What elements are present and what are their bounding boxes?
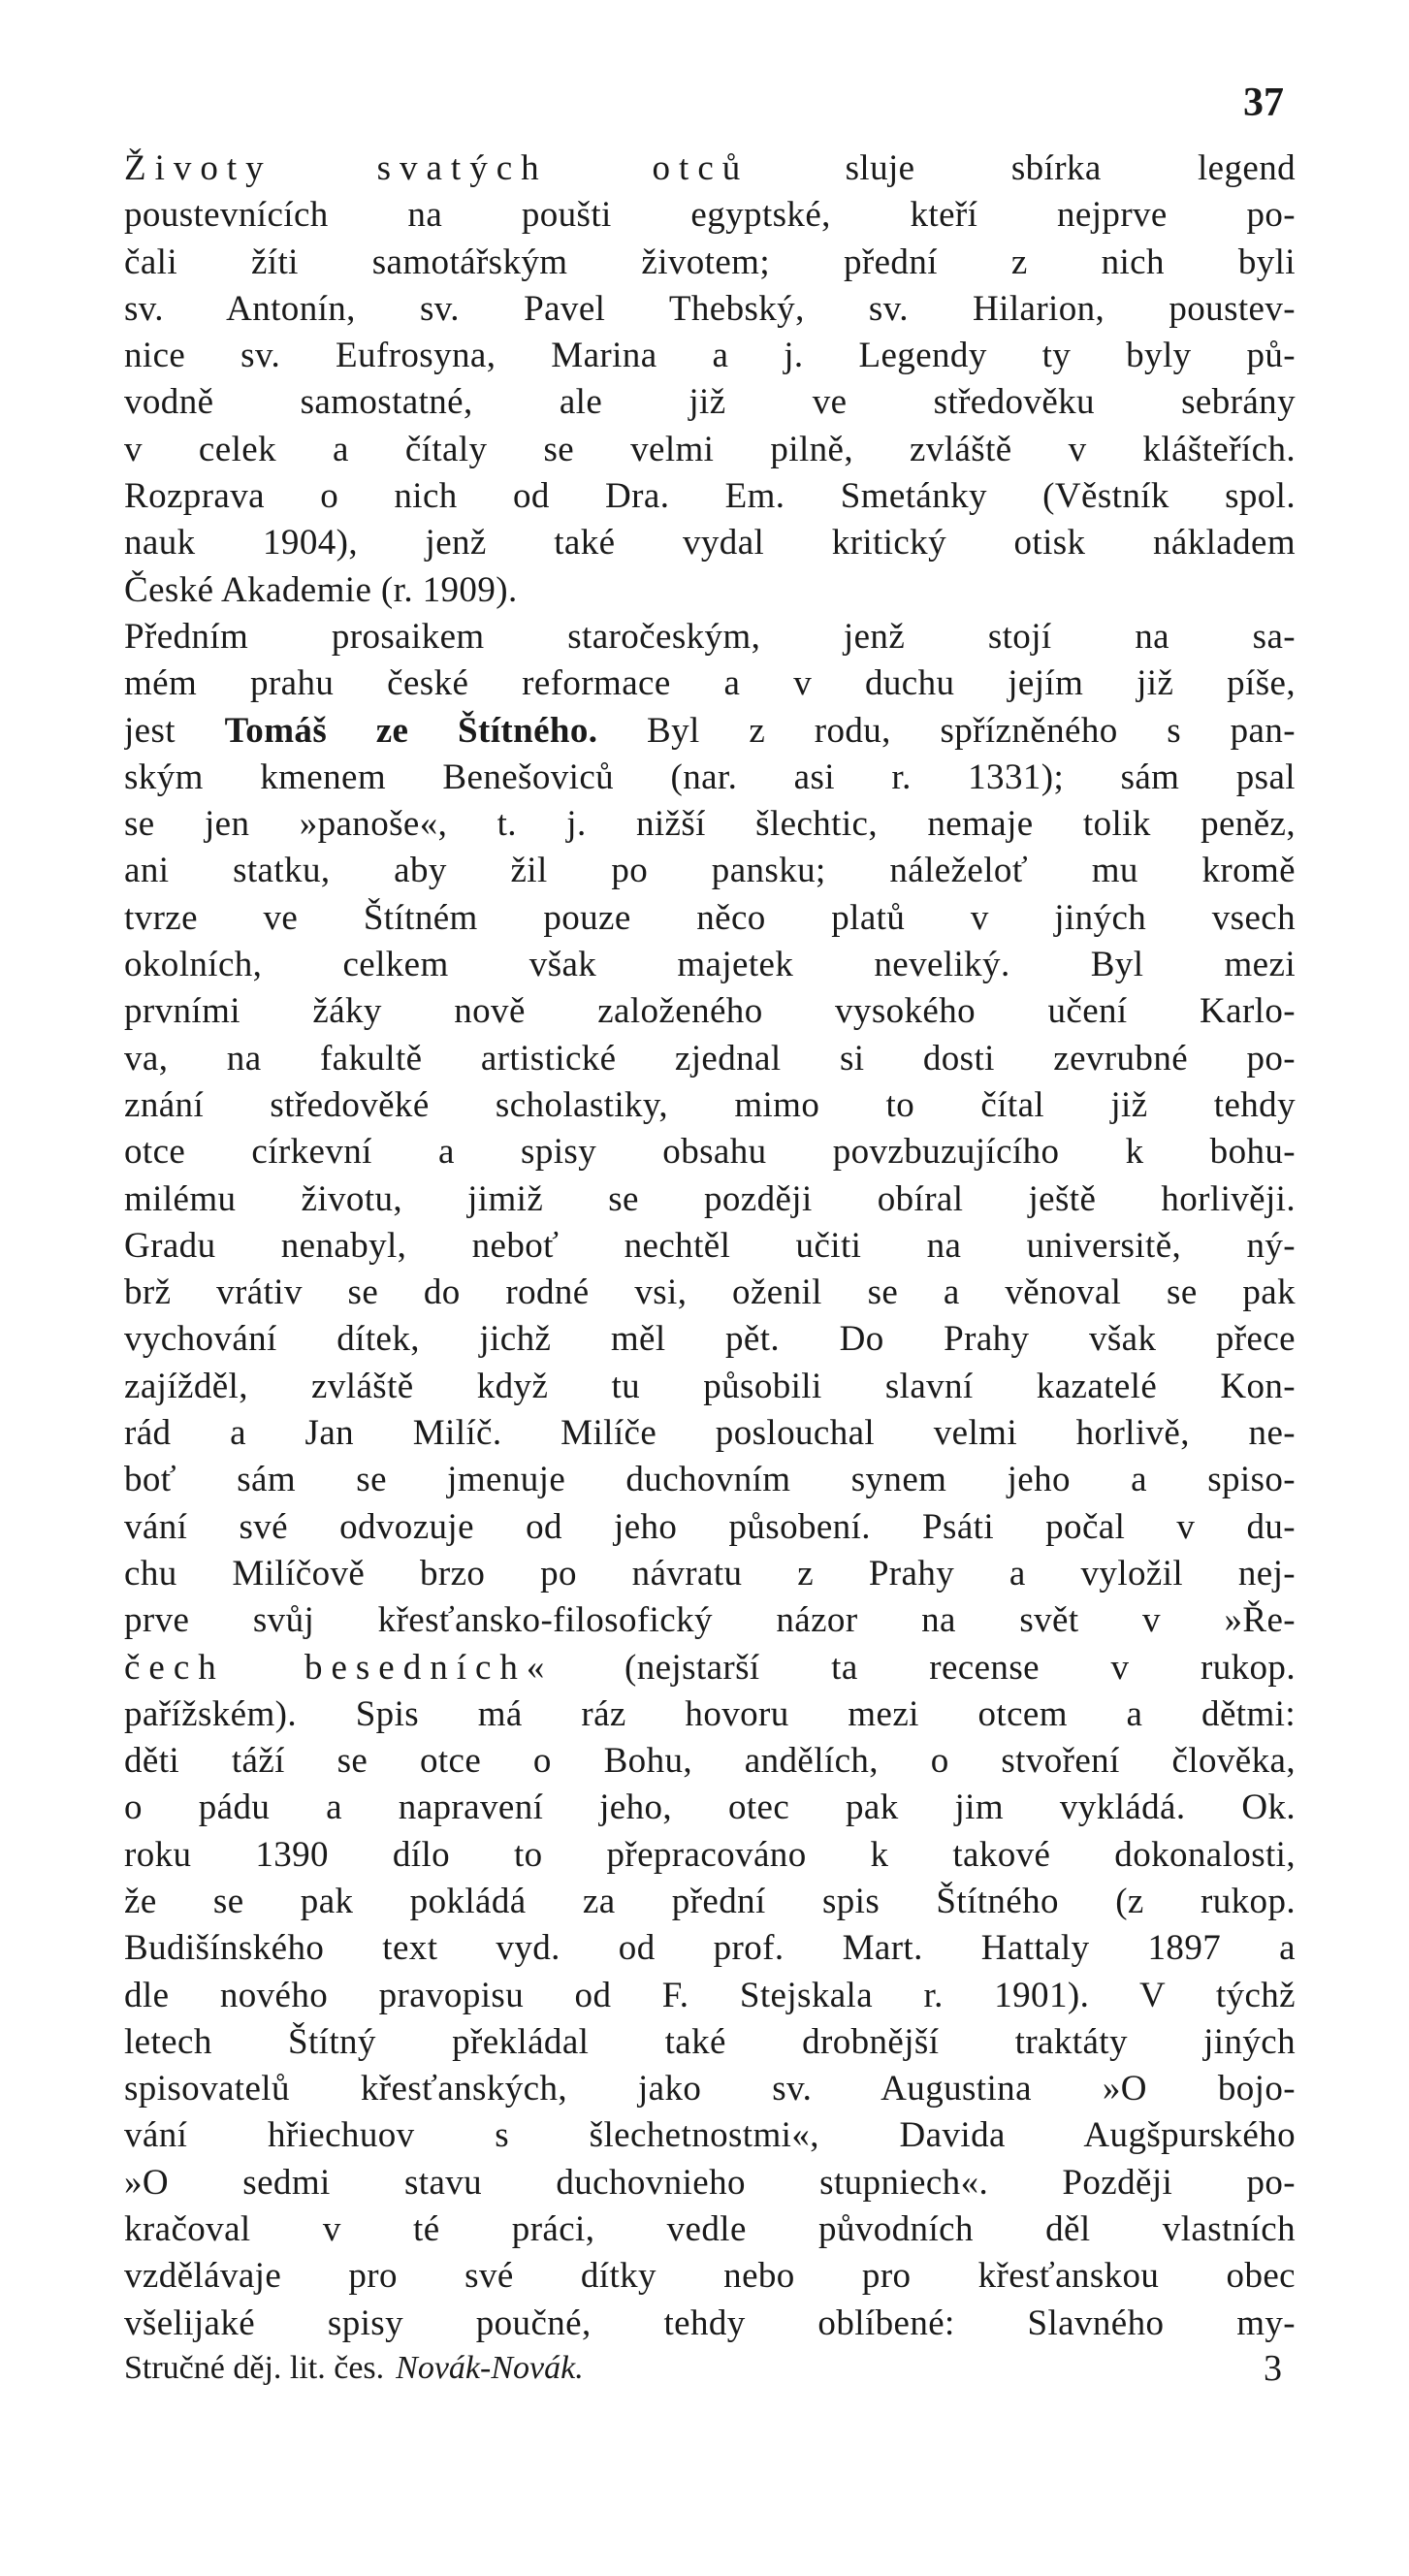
- text-line: Gradu nenabyl, neboť nechtěl učiti na universitě, ný-: [124, 1225, 1296, 1266]
- text-line: zajížděl, zvláště když tu působili slavní kazatelé Kon-: [124, 1366, 1296, 1406]
- text-line: mém prahu české reformace a v duchu jejím již píše,: [124, 663, 1296, 704]
- text-line: děti táží se otce o Bohu, andělích, o stvoření člověka,: [124, 1741, 1296, 1782]
- text-line: okolních, celkem však majetek neveliký. Byl mezi: [124, 945, 1296, 985]
- text-line: České Akademie (r. 1909).: [124, 569, 518, 610]
- spaced-title-phrase: Životy svatých otců: [124, 148, 750, 188]
- text-line: prve svůj křesťansko-filosofický názor na svět v »Ře-: [124, 1600, 1296, 1641]
- page-footer: [124, 2345, 1296, 2392]
- text-line: spisovatelů křesťanských, jako sv. Augustina »O bojo-: [124, 2069, 1296, 2109]
- text-line: znání středověké scholastiky, mimo to čítal již tehdy: [124, 1084, 1296, 1125]
- text-line: pařížském). Spis má ráz hovoru mezi otcem a dětmi:: [124, 1693, 1296, 1734]
- text-line: sv. Antonín, sv. Pavel Thebský, sv. Hilarion, poustev-: [124, 288, 1296, 329]
- text-line: prvními žáky nově založeného vysokého učení Karlo-: [124, 991, 1296, 1032]
- text-line: vání hřiechuov s šlechetnostmi«, Davida Augšpurského: [124, 2115, 1296, 2156]
- text-line: poustevnících na poušti egyptské, kteří nejprve po-: [124, 195, 1296, 236]
- footer-authors: Novák-Novák.: [396, 2350, 584, 2386]
- text-line: nauk 1904), jenž také vydal kritický otisk nákladem: [124, 523, 1296, 564]
- text-line: Rozprava o nich od Dra. Em. Smetánky (Věstník spol.: [124, 476, 1296, 517]
- footer-book-title: [124, 2345, 584, 2392]
- text-line: Životy svatých otců sluje sbírka legend: [124, 148, 1296, 188]
- text-line: vychování dítek, jichž měl pět. Do Prahy však přece: [124, 1319, 1296, 1360]
- text-line: roku 1390 dílo to přepracováno k takové dokonalosti,: [124, 1834, 1296, 1875]
- text-line: brž vrátiv se do rodné vsi, oženil se a věnoval se pak: [124, 1272, 1296, 1313]
- text-line: ským kmenem Benešoviců (nar. asi r. 1331); sám psal: [124, 757, 1296, 797]
- text-line: se jen »panoše«, t. j. nižší šlechtic, nemaje tolik peněz,: [124, 804, 1296, 845]
- footer-title-text: Stručné děj. lit. čes.: [124, 2350, 385, 2386]
- text-line: kračoval v té práci, vedle původních děl vlastních: [124, 2209, 1296, 2250]
- text-line: vání své odvozuje od jeho působení. Psáti počal v du-: [124, 1506, 1296, 1547]
- text-line: jest Tomáš ze Štítného. Byl z rodu, spřízněného s pan-: [124, 710, 1296, 751]
- text-line: čech besedních« (nejstarší ta recense v rukop.: [124, 1647, 1296, 1688]
- text-line: o pádu a napravení jeho, otec pak jim vykládá. Ok.: [124, 1787, 1296, 1828]
- text-line: chu Milíčově brzo po návratu z Prahy a vyložil nej-: [124, 1553, 1296, 1594]
- text-line: boť sám se jmenuje duchovním synem jeho a spiso-: [124, 1460, 1296, 1500]
- text-line: Budišínského text vyd. od prof. Mart. Hattaly 1897 a: [124, 1928, 1296, 1969]
- page-number: 37: [1243, 80, 1284, 125]
- footer-signature: 3: [1264, 2348, 1282, 2389]
- spaced-work-title: čech besedních«: [124, 1647, 554, 1688]
- text-line: tvrze ve Štítném pouze něco platů v jiných vsech: [124, 897, 1296, 938]
- text-line: va, na fakultě artistické zjednal si dosti zevrubné po-: [124, 1038, 1296, 1079]
- text-line: otce církevní a spisy obsahu povzbuzujícího k bohu-: [124, 1132, 1296, 1173]
- text-line: nice sv. Eufrosyna, Marina a j. Legendy ty byly pů-: [124, 336, 1296, 376]
- text-line: vzdělávaje pro své dítky nebo pro křesťanskou obec: [124, 2256, 1296, 2297]
- text-line: v celek a čítaly se velmi pilně, zvláště v klášteřích.: [124, 429, 1296, 469]
- text-line: vodně samostatné, ale již ve středověku sebrány: [124, 382, 1296, 423]
- text-line: čali žíti samotářským životem; přední z nich byli: [124, 242, 1296, 282]
- text-line: »O sedmi stavu duchovnieho stupniech«. Později po-: [124, 2162, 1296, 2203]
- text-line: milému životu, jimiž se později obíral ještě horlivěji.: [124, 1178, 1296, 1219]
- text-line: rád a Jan Milíč. Milíče poslouchal velmi horlivě, ne-: [124, 1413, 1296, 1454]
- text-line: že se pak pokládá za přední spis Štítného (z rukop.: [124, 1881, 1296, 1921]
- text-line: letech Štítný překládal také drobnější traktáty jiných: [124, 2021, 1296, 2062]
- text-line: Předním prosaikem staročeským, jenž stojí na sa-: [124, 616, 1296, 657]
- author-name-bold: Tomáš ze Štítného.: [224, 710, 598, 751]
- text-line: dle nového pravopisu od F. Stejskala r. 1901). V týchž: [124, 1975, 1296, 2015]
- text-line: ani statku, aby žil po pansku; náleželoť mu kromě: [124, 851, 1296, 891]
- body-text: [124, 145, 1296, 2347]
- text-line: všelijaké spisy poučné, tehdy oblíbené: Slavného my-: [124, 2302, 1296, 2343]
